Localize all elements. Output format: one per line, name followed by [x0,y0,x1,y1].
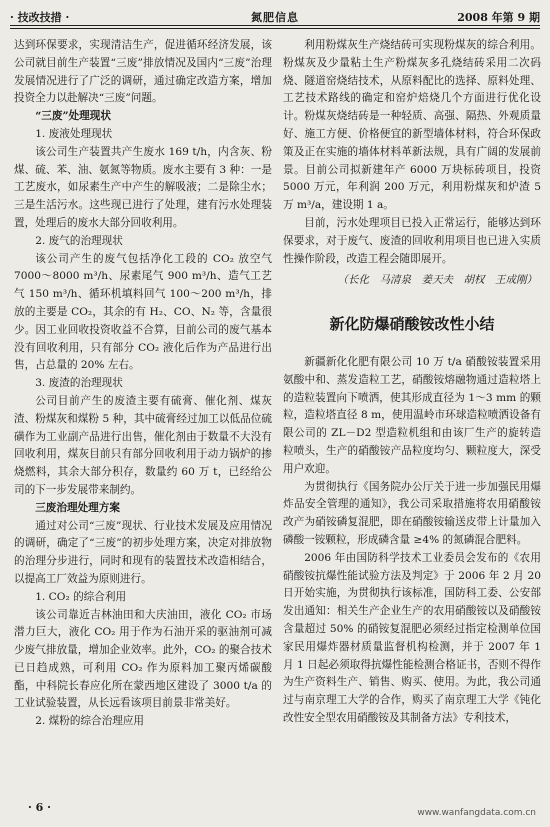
section-heading: “三废”处理现状 [35,110,111,123]
paragraph: 目前，污水处理项目已投入正常运行，能够达到环保要求，对于废气、废渣的回收利用项目也已进入实质性操作阶段，改造工程会随即展开。 [283,216,541,265]
paragraph: 公司目前产生的废渣主要有硫膏、催化剂、煤灰渣、粉煤灰和煤粉 5 种，其中硫膏经过加工以低品位硫磺作为工业副产品进行出售，催化剂由于数量不大没有回收利用，煤灰目前只有部分回收利用于动力锅炉的掺烧燃料，其余大部分积存，数量约 60 万 t，已经给公司的下一步发展带来制约。 [14,394,272,496]
paragraph: 为贯彻执行《国务院办公厅关于进一步加强民用爆炸品安全管理的通知》，我公司采取措施将农用硝酸铵改产为硝铵磷复混肥，即在硝酸铵输送皮带上计量加入磷酸一铵颗粒，形成磷含量 ≥4% 的氮磷混合肥料。 [283,480,541,546]
header-rule-top [10,25,540,26]
subsection-heading: 1. CO₂ 的综合利用 [35,590,127,603]
paragraph: 新疆新化化肥有限公司 10 万 t/a 硝酸铵装置采用氨酸中和、蒸发造粒工艺，硝酸铵熔融物通过造粒塔上的造粒装置向下喷洒，使其形成直径为 1～3 mm 的颗粒，造粒塔直径 8 m，使用温岭市环球造粒喷洒设备有限公司的 ZL－D2 型造粒机组和由该厂生产的旋转造粒喷头，生产的硝酸铵产品粒度均匀、颗粒度大，深受用户欢迎。 [283,355,541,475]
issue-label: 2008 年第 9 期 [457,11,540,24]
paragraph: 2006 年由国防科学技术工业委员会发布的《农用硝酸铵抗爆性能试验方法及判定》于 2006 年 2 月 20 日开始实施，为贯彻执行该标准，国防科工委、公安部发出通知：相关生产企业生产的农用硝酸铵以及硝酸铵含量超过 50% 的硝铵复混肥必须经过指定检测单位国家民用爆炸器材质量监督机构检测，并于 2007 年 1 月 1 日起必须取得抗爆性能检测合格证书，否则不得作为生产资料生产、销售、购买、使用。为此，我公司通过与南京理工大学的合作，购买了南京理工大学《钝化改性安全型农用硝酸铵及其制备方法》专利技术， [283,551,541,724]
paragraph: 该公司靠近吉林油田和大庆油田，液化 CO₂ 市场潜力巨大，液化 CO₂ 用于作为石油开采的驱油剂可减少废气排放量，增加企业效率。此外，CO₂ 的聚合技术已日趋成熟，可利用 CO₂ 作为原料加工聚丙烯碳酸酯，中科院长春应化所在蒙西地区建设了 3000 t/a 的工业试验装置，从长远看该项目前景非常美好。 [14,608,272,710]
paragraph: 该公司产生的废气包括净化工段的 CO₂ 放空气 7000～8000 m³/h、尿素尾气 900 m³/h、造气工艺气 150 m³/h、循环机填料回气 100～200 m³/h，排放的主要是 CO₂，其余的有 H₂、CO、N₂ 等，含量很少。因工业回收投资收益不合算，目前公司的废气基本没有回收利用，只有部分 CO₂ 液化后作为产品进行出售，占总量的 20% 左右。 [14,252,272,372]
paragraph: 该公司生产装置共产生废水 169 t/h，内含灰、粉煤、硫、苯、油、氨氮等物质。废水主要有 3 种：一是工艺废水，如尿素生产中产生的解吸液；二是除尘水；三是生活污水。这些现已进行了处理，建有污水处理装置，处理后的废水大部分回收利用。 [14,145,272,229]
left-column [14,37,272,731]
subsection-heading: 2. 废气的治理现状 [35,234,123,247]
paragraph: 通过对公司“三废”现状、行业技术发展及应用情况的调研，确定了“三废”的初步处理方案，决定对排放物的治理分步进行，同时和现有的装置技术改造相结合，以提高工厂效益为原则进行。 [14,519,272,585]
article2-title: 新化防爆硝酸铵改性小结 [329,315,495,334]
subsection-heading: 1. 废液处理现状 [35,127,113,140]
article1-continuation [283,37,541,268]
paragraph: 达到环保要求，实现清洁生产，促进循环经济发展，该公司就目前生产装置“三废”排放情况及国内“三废”治理发展情况进行了广泛的调研，通过确定改造方案，增加投资全力以赴解决“三废”问题。 [14,39,272,105]
section-heading: 三废治理处理方案 [35,501,120,514]
paragraph: 利用粉煤灰生产烧结砖可实现粉煤灰的综合利用。粉煤灰及少量粘土生产粉煤灰多孔烧结砖采用二次码烧、隧道窑烧结技术，从原料配比的选择、原料处理、工艺技术路线的确定和窑炉焙烧几个方面进行优化设计。粉煤灰烧结砖是一种轻质、高强、隔热、外观质量好、施工方便、价格便宜的新型墙体材料，符合环保政策及正在实施的墙体材料革新法规，具有广阔的发展前景。目前公司拟新建年产 6000 万块标砖项目，投资 5000 万元，年利润 200 万元，利用粉煤灰和炉渣 5 万 m³/a，建设期 1 a。 [283,39,541,212]
subsection-heading: 2. 煤粉的综合治理应用 [35,715,145,728]
right-column [283,37,541,728]
page-number: · 6 · [28,801,51,814]
article1-authors: （长化 马清泉 姜天夫 胡权 王成刚） [337,274,537,287]
section-label: · 技改技措 · [10,11,70,24]
header-rule-bottom [10,28,540,29]
article2-body [283,354,541,728]
watermark: www.wanfangdata.com.cn [417,808,536,818]
running-header [10,6,540,24]
subsection-heading: 3. 废渣的治理现状 [35,377,123,390]
journal-title: 氮肥信息 [251,11,299,24]
